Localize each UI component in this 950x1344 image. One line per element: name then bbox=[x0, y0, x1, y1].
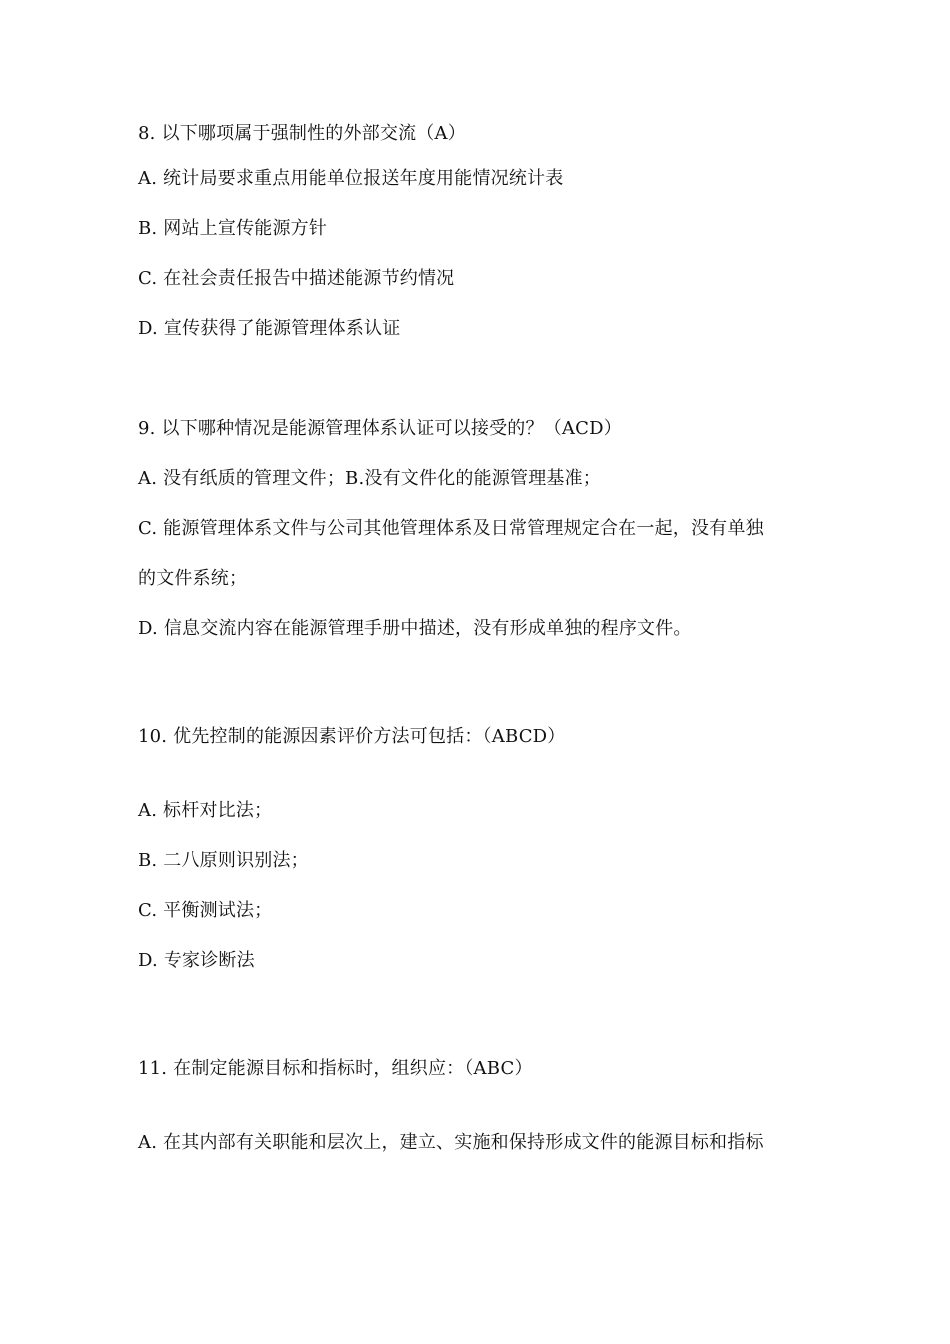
question-10-option-b: B. 二八原则识别法； bbox=[138, 850, 309, 871]
question-9-option-c-continued: 的文件系统； bbox=[138, 568, 248, 589]
question-11: 11. 在制定能源目标和指标时，组织应：（ABC） bbox=[138, 1058, 533, 1079]
question-9: 9. 以下哪种情况是能源管理体系认证可以接受的？（ACD） bbox=[138, 418, 622, 439]
question-8: 8. 以下哪项属于强制性的外部交流（A） bbox=[138, 123, 466, 144]
question-8-option-d: D. 宣传获得了能源管理体系认证 bbox=[138, 318, 401, 339]
question-9-option-ab: A. 没有纸质的管理文件；B.没有文件化的能源管理基准； bbox=[138, 468, 601, 489]
question-9-option-d: D. 信息交流内容在能源管理手册中描述，没有形成单独的程序文件。 bbox=[138, 618, 692, 639]
question-10-option-a: A. 标杆对比法； bbox=[138, 800, 273, 821]
question-11-option-a: A. 在其内部有关职能和层次上，建立、实施和保持形成文件的能源目标和指标 bbox=[138, 1132, 764, 1153]
question-9-option-c: C. 能源管理体系文件与公司其他管理体系及日常管理规定合在一起，没有单独 bbox=[138, 518, 764, 539]
question-10-option-d: D. 专家诊断法 bbox=[138, 950, 255, 971]
question-8-option-c: C. 在社会责任报告中描述能源节约情况 bbox=[138, 268, 455, 289]
question-10-option-c: C. 平衡测试法； bbox=[138, 900, 273, 921]
question-8-option-b: B. 网站上宣传能源方针 bbox=[138, 218, 328, 239]
question-10: 10. 优先控制的能源因素评价方法可包括：（ABCD） bbox=[138, 726, 566, 747]
question-8-option-a: A. 统计局要求重点用能单位报送年度用能情况统计表 bbox=[138, 168, 564, 189]
